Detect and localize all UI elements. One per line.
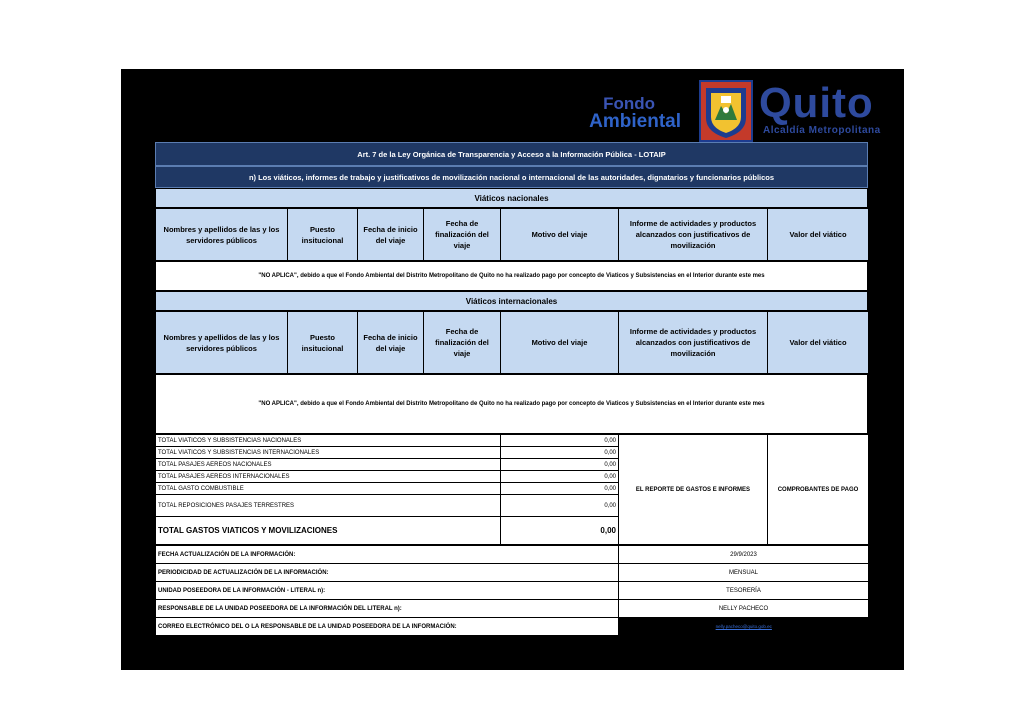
- section-title-internacionales: Viáticos internacionales: [155, 291, 868, 311]
- section-title-nacionales: Viáticos nacionales: [155, 188, 868, 208]
- lotaip-report: [155, 142, 868, 636]
- total-value: 0,00: [501, 459, 619, 471]
- grand-total-value: 0,00: [501, 517, 619, 545]
- col-puesto: Puesto insitucional: [288, 312, 358, 374]
- total-label: TOTAL VIATICOS Y SUBSISTENCIAS NACIONALES: [156, 435, 501, 447]
- info-label: FECHA ACTUALIZACIÓN DE LA INFORMACIÓN:: [156, 546, 619, 564]
- email-cell: [619, 618, 869, 636]
- col-informe: Informe de actividades y productos alcanzados con justificativos de movilización: [619, 209, 768, 261]
- col-puesto: Puesto insitucional: [288, 209, 358, 261]
- receipts-label: COMPROBANTES DE PAGO: [768, 435, 869, 545]
- col-fecha-inicio: Fecha de inicio del viaje: [358, 209, 424, 261]
- total-value: 0,00: [501, 495, 619, 517]
- info-label: UNIDAD POSEEDORA DE LA INFORMACIÓN - LITERAL n):: [156, 582, 619, 600]
- email-link[interactable]: nelly.pacheco@quito.gob.ec: [715, 623, 772, 629]
- info-value: MENSUAL: [619, 564, 869, 582]
- col-nombres: Nombres y apellidos de las y los servidores públicos: [156, 312, 288, 374]
- total-value: 0,00: [501, 435, 619, 447]
- fondo-logo-line2: Ambiental: [589, 111, 681, 132]
- report-label: EL REPORTE DE GASTOS E INFORMES: [619, 435, 768, 545]
- col-nombres: Nombres y apellidos de las y los servidores públicos: [156, 209, 288, 261]
- total-label: TOTAL PASAJES AEREOS NACIONALES: [156, 459, 501, 471]
- total-value: 0,00: [501, 483, 619, 495]
- info-value: NELLY PACHECO: [619, 600, 869, 618]
- quito-logo: Quito: [759, 79, 874, 126]
- nacionales-note: "NO APLICA", debido a que el Fondo Ambiental del Distrito Metropolitano de Quito no ha realizado pago por concepto de Viaticos y Subsistencias en el Interior durante este mes: [155, 261, 868, 291]
- info-label: PERIODICIDAD DE ACTUALIZACIÓN DE LA INFORMACIÓN:: [156, 564, 619, 582]
- total-value: 0,00: [501, 471, 619, 483]
- totals-table: [155, 434, 869, 545]
- total-label: TOTAL GASTO COMBUSTIBLE: [156, 483, 501, 495]
- alcaldia-logo-text: Alcaldía Metropolitana: [763, 125, 881, 136]
- total-label: TOTAL VIATICOS Y SUBSISTENCIAS INTERNACIONALES: [156, 447, 501, 459]
- report-subtitle: n) Los viáticos, informes de trabajo y justificativos de movilización nacional o internacional de las autoridades, dignatarios y funcionarios públicos: [155, 166, 868, 188]
- col-fecha-fin: Fecha de finalización del viaje: [424, 209, 501, 261]
- col-valor: Valor del viático: [768, 209, 869, 261]
- info-value: 29/9/2023: [619, 546, 869, 564]
- info-label: CORREO ELECTRÓNICO DEL O LA RESPONSABLE DE LA UNIDAD POSEEDORA DE LA INFORMACIÓN:: [156, 618, 619, 636]
- info-label: RESPONSABLE DE LA UNIDAD POSEEDORA DE LA INFORMACIÓN DEL LITERAL n):: [156, 600, 619, 618]
- info-value: TESORERÍA: [619, 582, 869, 600]
- col-fecha-fin: Fecha de finalización del viaje: [424, 312, 501, 374]
- fondo-ambiental-logo: [561, 95, 681, 131]
- total-label: TOTAL REPOSICIONES PASAJES TERRESTRES: [156, 495, 501, 517]
- nacionales-header-table: [155, 208, 869, 261]
- col-fecha-inicio: Fecha de inicio del viaje: [358, 312, 424, 374]
- col-motivo: Motivo del viaje: [501, 312, 619, 374]
- col-valor: Valor del viático: [768, 312, 869, 374]
- internacionales-header-table: [155, 311, 869, 374]
- quito-coat-of-arms-icon: [699, 80, 753, 142]
- report-title: Art. 7 de la Ley Orgánica de Transparencia y Acceso a la Información Pública - LOTAIP: [155, 142, 868, 166]
- internacionales-note: "NO APLICA", debido a que el Fondo Ambiental del Distrito Metropolitano de Quito no ha realizado pago por concepto de Viaticos y Subsistencias en el Interior durante este mes: [155, 374, 868, 434]
- grand-total-label: TOTAL GASTOS VIATICOS Y MOVILIZACIONES: [156, 517, 501, 545]
- col-informe: Informe de actividades y productos alcanzados con justificativos de movilización: [619, 312, 768, 374]
- info-table: [155, 545, 869, 636]
- col-motivo: Motivo del viaje: [501, 209, 619, 261]
- fondo-logo-line1: Fondo: [603, 94, 655, 113]
- total-value: 0,00: [501, 447, 619, 459]
- total-label: TOTAL PASAJES AEREOS INTERNACIONALES: [156, 471, 501, 483]
